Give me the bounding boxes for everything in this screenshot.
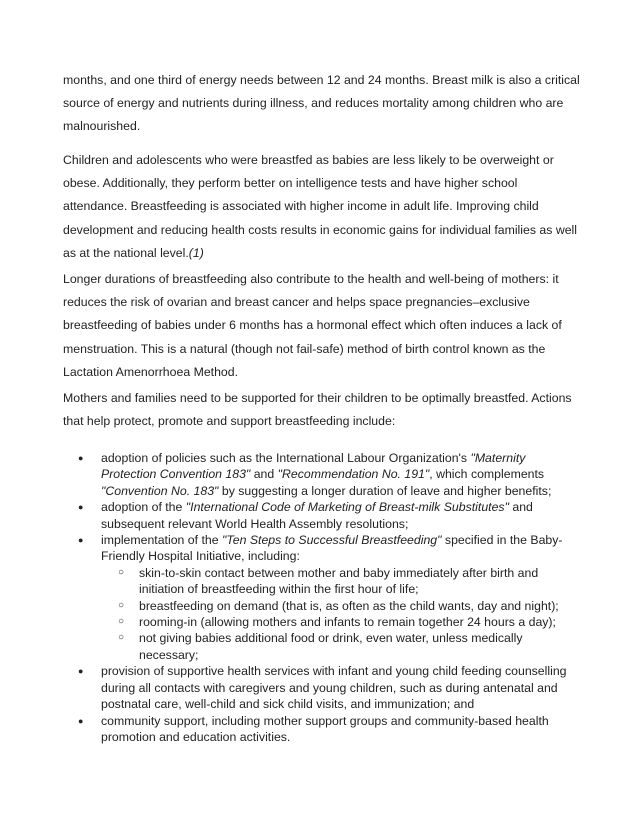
sublist-item: ○ not giving babies additional food or drink, even water, unless medically necessary; (101, 630, 583, 663)
italic-reference: "International Code of Marketing of Breast-milk Substitutes" (185, 500, 509, 515)
list-item-text: by suggesting a longer duration of leave and higher benefits; (218, 483, 552, 498)
list-item-text: implementation of the (101, 533, 222, 548)
sublist-item: ○ skin-to-skin contact between mother and baby immediately after birth and initiation of breastfeeding within the first hour of life; (101, 565, 583, 598)
list-item-text: , which complements (429, 467, 545, 482)
paragraph-children-benefits (63, 149, 583, 265)
ten-steps-sublist (101, 565, 583, 663)
sublist-item: ○ breastfeeding on demand (that is, as often as the child wants, day and night); (101, 598, 583, 614)
paragraph-breast-milk-energy: months, and one third of energy needs between 12 and 24 months. Breast milk is also a critical source of energy and nutrients during illness, and reduces mortality among children who are malnourished. (63, 73, 580, 134)
list-item-community-support: ● community support, including mother support groups and community-based health promotion and education activities. (63, 713, 583, 746)
list-item-text: adoption of policies such as the International Labour Organization's (101, 451, 471, 465)
paragraph-children-benefits-text: Children and adolescents who were breastfed as babies are less likely to be overweight or obese. Additionally, they perform better on intelligence tests and have higher school attendance. Breastfeeding is associated with higher income in adult life. Improving child development and reducing health costs results in economic gains for individual families as well as at the national level. (63, 153, 578, 260)
list-item-health-services: ● provision of supportive health services with infant and young child feeding counselling during all contacts with caregivers and young children, such as during antenatal and postnatal care, well-child and sick child visits, and immunization; and (63, 663, 583, 712)
actions-list (63, 450, 583, 745)
italic-reference: "Recommendation No. 191" (277, 467, 430, 482)
list-item-marketing-code (63, 499, 583, 532)
italic-reference: "Convention No. 183" (101, 483, 219, 498)
list-item-ten-steps (63, 532, 583, 663)
list-item-ilo-policies (63, 450, 583, 499)
reference-marker: (1) (188, 245, 204, 260)
paragraph-support-intro: Mothers and families need to be supported for their children to be optimally breastfed. Actions that help protect, promote and support breastfeeding include: (63, 391, 572, 429)
paragraph-mother-benefits: Longer durations of breastfeeding also contribute to the health and well-being of mothers: it reduces the risk of ovarian and breast cancer and helps space pregnancies–exclusive breastfeeding of babies under 6 months has a hormonal effect which often induces a lack of menstruation. This is a natural (though not fail-safe) method of birth control known as the Lactation Amenorrhoea Method. (63, 272, 562, 379)
list-item-text: adoption of the (101, 500, 186, 515)
sublist-item: ○ rooming-in (allowing mothers and infants to remain together 24 hours a day); (101, 614, 583, 630)
list-item-text: specified in the Baby-Friendly Hospital Initiative, including: (101, 533, 563, 564)
list-item-text: and (250, 467, 278, 482)
list-item-text: and subsequent relevant World Health Assembly resolutions; (101, 500, 533, 531)
italic-reference: "Ten Steps to Successful Breastfeeding" (222, 533, 442, 548)
italic-reference: "Maternity Protection Convention 183" (101, 451, 526, 482)
